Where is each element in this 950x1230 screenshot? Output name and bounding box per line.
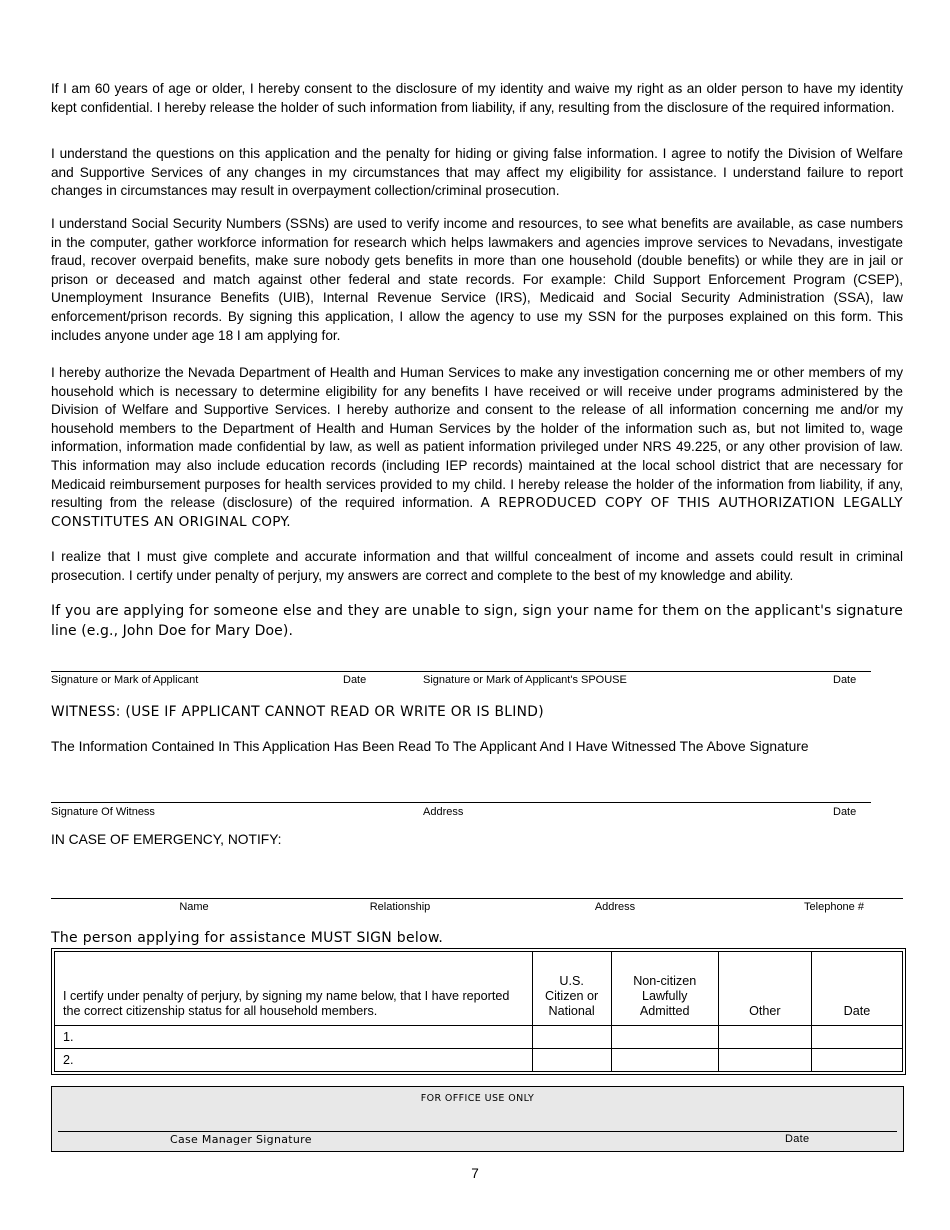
applicant-signature-label: Signature or Mark of Applicant [51,674,199,686]
signature-cell-2[interactable]: 2. [55,1049,533,1072]
witness-date-label: Date [833,806,857,818]
ssn-paragraph: I understand Social Security Numbers (SSNs) are used to verify income and resources, to see what benefits are available, as case numbers in the computer, gather workforce information for research which helps lawmakers and agencies improve services to Nevadans, investigate fraud, recover overpaid benefits, make sure nobody gets benefits in more than one household (double benefits) or while they are in jail or prison or deceased and match against other federal and state records. For example: Child Support Enforcement Program (CSEP), Unemployment Insurance Benefits (UIB), Internal Revenue Service (IRS), Medicaid and Social Security Administration (SSA), law enforcement/prison records. By signing this application, I allow the agency to use my SSN for the purposes explained on this form. This includes anyone under age 18 I am applying for. [51,216,903,343]
page-number: 7 [471,1166,479,1181]
case-manager-signature-line[interactable] [58,1131,897,1132]
emergency-name-label: Name [179,901,209,913]
col-other: Other [718,952,811,1026]
col-date: Date [811,952,902,1026]
sign-for-someone-paragraph: If you are applying for someone else and they are unable to sign, sign your name for them on the applicant's signature line (e.g., John Doe for Mary Doe). [51,603,903,639]
other-cell-2[interactable] [718,1049,811,1072]
table-row [55,1049,903,1072]
emergency-contact-line[interactable] [51,898,903,899]
emergency-address-label: Address [594,901,636,913]
witness-heading: WITNESS: (USE IF APPLICANT CANNOT READ OR WRITE OR IS BLIND) [51,704,544,720]
col-us-citizen: U.S. Citizen or National [532,952,611,1026]
consent-paragraph: If I am 60 years of age or older, I hereby consent to the disclosure of my identity and waive my right as an older person to have my identity kept confidential. I hereby release the holder of such information from liability, if any, resulting from the disclosure of the required information. [51,81,903,115]
notify-changes-paragraph: I understand the questions on this application and the penalty for hiding or giving false information. I agree to notify the Division of Welfare and Supportive Services of any changes in my circumstances that may affect my eligibility for assistance. I understand failure to report changes in circumstances may result in overpayment collection/criminal prosecution. [51,146,903,199]
citizenship-table [51,948,906,1075]
us-citizen-cell-2[interactable] [532,1049,611,1072]
reproduced-copy-notice: A REPRODUCED COPY OF THIS AUTHORIZATION LEGALLY CONSTITUTES AN ORIGINAL COPY. [51,495,903,530]
spouse-signature-label: Signature or Mark of Applicant's SPOUSE [423,674,627,686]
citizenship-header-row [55,952,903,1026]
us-citizen-cell-1[interactable] [532,1026,611,1049]
signature-cell-1[interactable]: 1. [55,1026,533,1049]
witness-statement: The Information Contained In This Application Has Been Read To The Applicant And I Have Witnessed The Above Signature [51,739,809,754]
case-manager-signature-label: Case Manager Signature [170,1133,312,1146]
emergency-relationship-label: Relationship [369,901,431,913]
perjury-paragraph: I realize that I must give complete and accurate information and that willful concealment of income and assets could result in criminal prosecution. I certify under penalty of perjury, my answers are correct and complete to the best of my knowledge and ability. [51,549,903,583]
col-noncitizen: Non-citizen Lawfully Admitted [611,952,718,1026]
other-cell-1[interactable] [718,1026,811,1049]
table-row [55,1026,903,1049]
office-use-title: FOR OFFICE USE ONLY [420,1093,535,1104]
witness-signature-label: Signature Of Witness [51,806,155,818]
office-date-label: Date [785,1133,810,1145]
must-sign-notice: The person applying for assistance MUST SIGN below. [51,930,444,946]
authorization-paragraph [51,364,903,531]
spouse-date-label: Date [833,674,857,686]
office-use-box [51,1086,904,1152]
applicant-date-label: Date [343,674,367,686]
certify-text: I certify under penalty of perjury, by signing my name below, that I have reported the correct citizenship status for all household members. [55,952,533,1026]
witness-signature-line[interactable] [51,802,871,803]
noncitizen-cell-1[interactable] [611,1026,718,1049]
emergency-telephone-label: Telephone # [804,901,864,913]
witness-address-label: Address [423,806,464,818]
applicant-signature-line[interactable] [51,671,871,672]
date-cell-1[interactable] [811,1026,902,1049]
emergency-heading: IN CASE OF EMERGENCY, NOTIFY: [51,832,282,847]
date-cell-2[interactable] [811,1049,902,1072]
authorization-text: I hereby authorize the Nevada Department of Health and Human Services to make any investigation concerning me or other members of my household which is necessary to determine eligibility for any benefits I have received or will receive under programs administered by the Division of Welfare and Supportive Services. I hereby authorize and consent to the release of all information concerning me and/or my household members to the Department of Health and Human Services by the holder of the information such as, but not limited to, wage information, information made confidential by law, as well as patient information privileged under NRS 49.225, or any other provision of law. This information may also include education records (including IEP records) maintained at the local school district that are necessary for Medicaid reimbursement purposes for health services provided to my child. I hereby release the holder of the information from liability, if any, resulting from the release (disclosure) of the required information. [51,365,903,511]
noncitizen-cell-2[interactable] [611,1049,718,1072]
